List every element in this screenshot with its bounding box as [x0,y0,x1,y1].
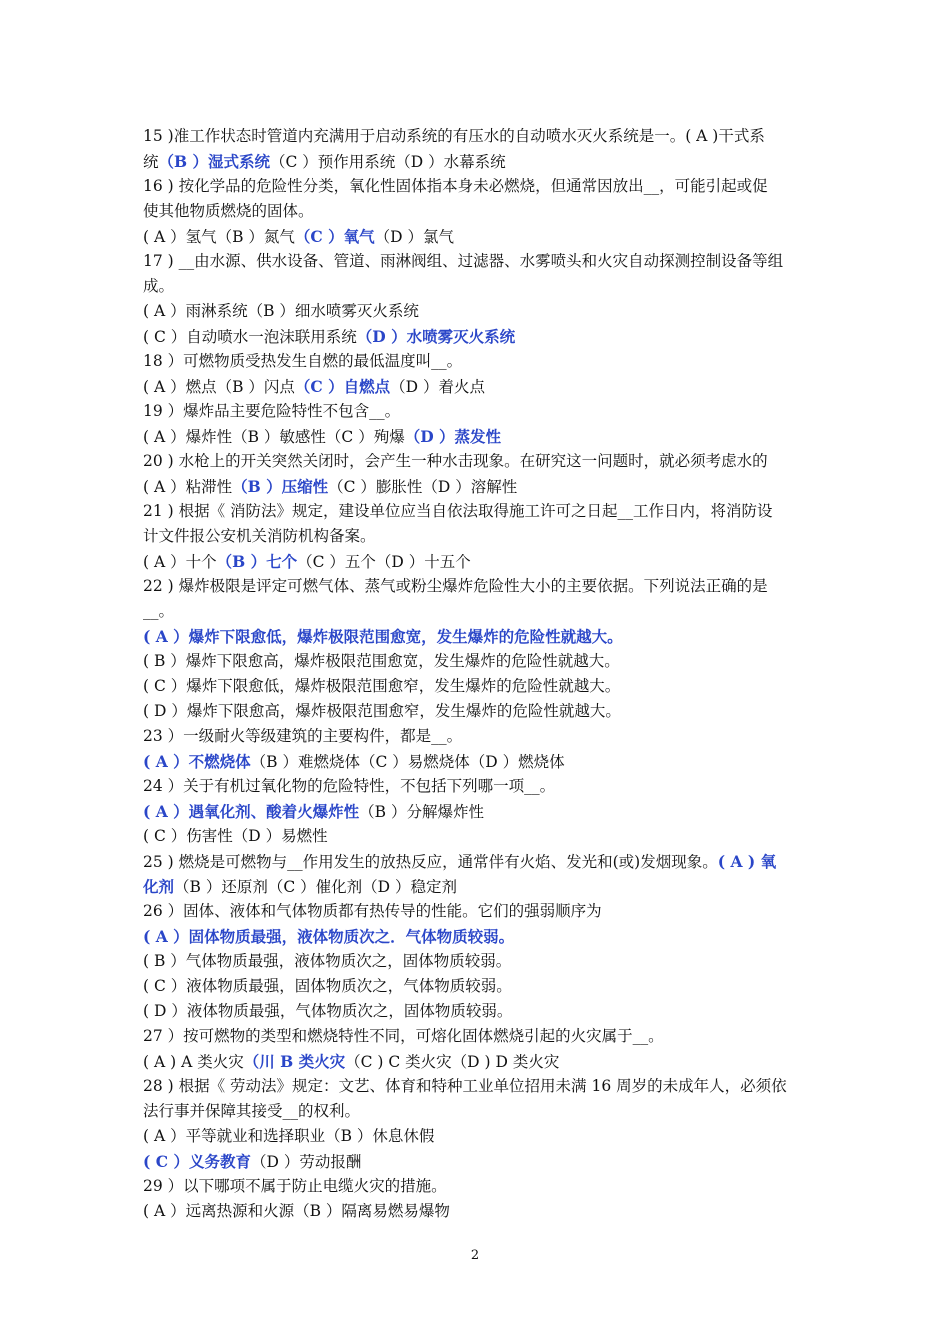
question-text: ( A ）粘滞性 [143,478,233,496]
text-line [143,599,809,624]
text-line [143,224,809,249]
question-text: （D ）着火点 [390,378,486,396]
question-text: 15 )准工作状态时管道内充满用于启动系统的有压水的自动喷水灭火系统是一。( A )干式系 [143,127,765,145]
question-text: ( A ）雨淋系统（B ）细水喷雾灭火系统 [143,302,419,320]
text-line [143,1074,809,1099]
question-text: 21 ) 根据《 消防法》规定，建设单位应当自依法取得施工许可之日起__工作日内，将消防设 [143,502,773,520]
question-text: ( D ）液体物质最强，气体物质次之，固体物质较弱。 [143,1002,513,1020]
question-text: （C ) C 类火灾（D ) D 类火灾 [345,1053,560,1071]
question-text: ( A ) A 类火灾 [143,1053,244,1071]
text-line [143,1199,809,1224]
text-line [143,624,809,649]
answer-text: （D ）水喷雾灭火系统 [356,327,516,346]
answer-text: （C ）自燃点 [294,377,391,396]
question-text: 计文件报公安机关消防机构备案。 [143,527,376,545]
answer-text: （川 B 类火灾 [243,1052,346,1071]
answer-text: ( A ）固体物质最强，液体物质次之．气体物质较弱。 [143,927,515,946]
question-text: 24 ）关于有机过氧化物的危险特性，不包括下列哪一项__。 [143,777,556,795]
answer-text: ( A ）不燃烧体 [143,752,251,771]
text-line [143,999,809,1024]
question-text: （D ）氯气 [374,228,455,246]
question-text: ( A ）平等就业和选择职业（B ）休息休假 [143,1127,435,1145]
answer-text: ( A ）爆炸下限愈低，爆炸极限范围愈宽，发生爆炸的危险性就越大。 [143,627,623,646]
text-line [143,749,809,774]
question-text: 19 ）爆炸品主要危险特性不包含__。 [143,402,401,420]
text-line [143,274,809,299]
text-line [143,324,809,349]
question-text: ( C ）爆炸下限愈低，爆炸极限范围愈窄，发生爆炸的危险性就越大。 [143,677,621,695]
answer-text: （B ）压缩性 [232,477,329,496]
question-text: 22 ) 爆炸极限是评定可燃气体、蒸气或粉尘爆炸危险性大小的主要依据。下列说法正确的是 [143,577,768,595]
text-line [143,524,809,549]
text-line [143,974,809,999]
question-text: 法行事并保障其接受__的权利。 [143,1102,361,1120]
question-text: __。 [143,602,175,620]
answer-text: （D ）蒸发性 [404,427,502,446]
question-text: （D ）劳动报酬 [250,1153,362,1171]
question-content [143,124,809,1224]
text-line [143,724,809,749]
text-line [143,124,809,149]
text-line [143,574,809,599]
answer-text: ( A ）遇氧化剂、酸着火爆炸性 [143,802,360,821]
answer-text: （B ）湿式系统 [158,152,271,171]
text-line [143,249,809,274]
text-line [143,174,809,199]
text-line [143,949,809,974]
question-text: 成。 [143,277,175,295]
question-text: ( A ）燃点（B ）闪点 [143,378,295,396]
question-text: ( B ）气体物质最强，液体物质次之，固体物质较弱。 [143,952,512,970]
text-line [143,649,809,674]
question-text: （B ）难燃烧体（C ）易燃烧体（D ）燃烧体 [250,753,565,771]
text-line [143,799,809,824]
question-text: 统 [143,153,159,171]
question-text: ( C ）伤害性（D ）易燃性 [143,827,328,845]
question-text: 18 ）可燃物质受热发生自燃的最低温度叫__。 [143,352,463,370]
answer-text: 化剂 [143,877,175,896]
answer-text: （C ）氧气 [294,227,375,246]
question-text: ( A ）爆炸性（B ）敏感性（C ）殉爆 [143,428,405,446]
question-text: 26 ）固体、液体和气体物质都有热传导的性能。它们的强弱顺序为 [143,902,602,920]
text-line [143,824,809,849]
question-text: 16 ) 按化学品的危险性分类，氧化性固体指本身未必燃烧，但通常因放出__，可能引起或促 [143,177,768,195]
question-text: ( B ）爆炸下限愈高，爆炸极限范围愈宽，发生爆炸的危险性就越大。 [143,652,620,670]
text-line [143,899,809,924]
text-line [143,199,809,224]
question-text: 17 ) __由水源、供水设备、管道、雨淋阀组、过滤器、水雾喷头和火灾自动探测控制设备等组 [143,252,784,270]
question-text: （C ）膨胀性（D ）溶解性 [328,478,518,496]
text-line [143,874,809,899]
text-line [143,399,809,424]
text-line [143,449,809,474]
text-line [143,299,809,324]
text-line [143,424,809,449]
question-text: 27 ）按可燃物的类型和燃烧特性不同，可熔化固体燃烧引起的火灾属于__。 [143,1027,664,1045]
text-line [143,499,809,524]
text-line [143,349,809,374]
text-line [143,374,809,399]
text-line [143,699,809,724]
text-line [143,1149,809,1174]
question-text: （B ）还原剂（C ）催化剂（D ）稳定剂 [174,878,457,896]
answer-text: ( C ）义务教育 [143,1152,251,1171]
question-text: 29 ）以下哪项不属于防止电缆火灾的措施。 [143,1177,447,1195]
question-text: 25 ) 燃烧是可燃物与__作用发生的放热反应，通常伴有火焰、发光和(或)发烟现象。 [143,853,718,871]
question-text: （C ）预作用系统（D ）水幕系统 [270,153,506,171]
question-text: ( A ）十个 [143,553,217,571]
question-text: ( C ）液体物质最强，固体物质次之，气体物质较弱。 [143,977,512,995]
question-text: 使其他物质燃烧的固体。 [143,202,314,220]
text-line [143,1099,809,1124]
question-text: ( D ）爆炸下限愈高，爆炸极限范围愈窄，发生爆炸的危险性就越大。 [143,702,621,720]
text-line [143,149,809,174]
text-line [143,1049,809,1074]
text-line [143,774,809,799]
question-text: （C ）五个（D ）十五个 [297,553,471,571]
question-text: （B ）分解爆炸性 [359,803,484,821]
text-line [143,674,809,699]
text-line [143,849,809,874]
question-text: 28 ) 根据《 劳动法》规定：文艺、体育和特种工业单位招用未满 16 周岁的未成年人，必须依 [143,1077,787,1095]
text-line [143,549,809,574]
text-line [143,924,809,949]
question-text: 20 ) 水枪上的开关突然关闭时，会产生一种水击现象。在研究这一问题时，就必须考虑水的 [143,452,768,470]
question-text: 23 ）一级耐火等级建筑的主要构件，都是__。 [143,727,463,745]
text-line [143,1174,809,1199]
page-number: 2 [470,1248,480,1263]
question-text: ( A ）氢气（B ）氮气 [143,228,295,246]
question-text: ( A ）远离热源和火源（B ）隔离易燃易爆物 [143,1202,450,1220]
answer-text: （B ）七个 [216,552,298,571]
text-line [143,474,809,499]
answer-text: ( A ) 氧 [717,852,777,871]
question-text: ( C ）自动喷水一泡沫联用系统 [143,328,357,346]
text-line [143,1024,809,1049]
text-line [143,1124,809,1149]
